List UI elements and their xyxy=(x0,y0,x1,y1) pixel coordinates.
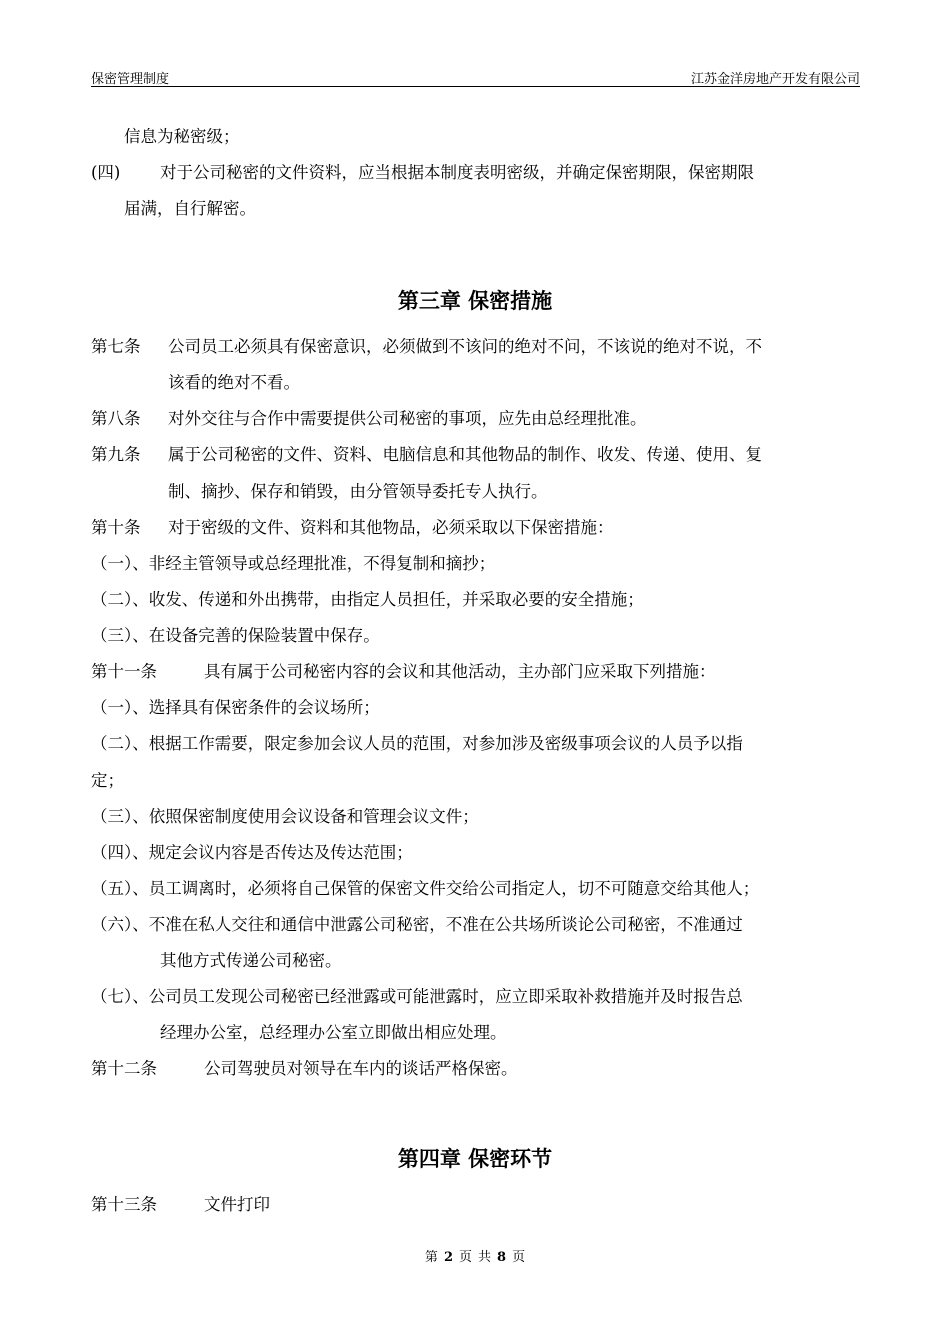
article-text: 公司驾驶员对领导在车内的谈话严格保密。 xyxy=(204,1059,518,1078)
list-item: （三）、在设备完善的保险装置中保存。 xyxy=(91,626,380,645)
article-text: 对外交往与合作中需要提供公司秘密的事项，应先由总经理批准。 xyxy=(168,409,647,428)
list-item: （六）、不准在私人交往和通信中泄露公司秘密，不准在公共场所谈论公司秘密，不准通过 xyxy=(91,915,743,934)
list-item: 定； xyxy=(91,771,124,790)
article-label: 第十一条 xyxy=(91,662,157,681)
footer-total-pages: 8 xyxy=(497,1250,507,1265)
list-item: （三）、依照保密制度使用会议设备和管理会议文件； xyxy=(91,807,479,826)
footer-suffix: 页 xyxy=(512,1250,526,1265)
list-item: （四）、规定会议内容是否传达及传达范围； xyxy=(91,843,413,862)
article-label: 第十三条 xyxy=(91,1195,157,1214)
list-item: （五）、员工调离时，必须将自己保管的保密文件交给公司指定人，切不可随意交给其他人； xyxy=(91,879,760,898)
chapter-heading: 第三章 保密措施 xyxy=(397,289,553,313)
list-item: 其他方式传递公司秘密。 xyxy=(160,951,342,970)
footer-page-number: 2 xyxy=(443,1250,453,1265)
list-item: （七）、公司员工发现公司秘密已经泄露或可能泄露时，应立即采取补救措施并及时报告总 xyxy=(91,987,743,1006)
article-text: 该看的绝对不看。 xyxy=(168,373,300,392)
list-item: （二）、根据工作需要，限定参加会议人员的范围，对参加涉及密级事项会议的人员予以指 xyxy=(91,734,743,753)
article-label: 第九条 xyxy=(91,445,141,464)
article-text: 公司员工必须具有保密意识，必须做到不该问的绝对不问，不该说的绝对不说，不 xyxy=(168,337,762,356)
list-item: （一）、选择具有保密条件的会议场所； xyxy=(91,698,380,717)
article-text: 文件打印 xyxy=(204,1195,270,1214)
article-label: 第七条 xyxy=(91,337,141,356)
article-text: 属于公司秘密的文件、资料、电脑信息和其他物品的制作、收发、传递、使用、复 xyxy=(168,445,762,464)
article-label: 第十条 xyxy=(91,518,141,537)
header-doc-title: 保密管理制度 xyxy=(91,72,170,87)
page-header xyxy=(91,68,860,87)
article-label: 第八条 xyxy=(91,409,141,428)
list-item: （一）、非经主管领导或总经理批准，不得复制和摘抄； xyxy=(91,554,496,573)
paragraph-line: 信息为秘密级； xyxy=(124,127,240,146)
paragraph-line: 对于公司秘密的文件资料，应当根据本制度表明密级，并确定保密期限，保密期限 xyxy=(160,163,754,182)
article-text: 具有属于公司秘密内容的会议和其他活动，主办部门应采取下列措施： xyxy=(204,662,716,681)
list-item: 经理办公室，总经理办公室立即做出相应处理。 xyxy=(160,1023,507,1042)
paragraph-line: 届满，自行解密。 xyxy=(124,199,256,218)
chapter-heading: 第四章 保密环节 xyxy=(397,1147,553,1171)
item-label: (四) xyxy=(91,163,121,182)
page-footer xyxy=(0,1246,950,1265)
header-company: 江苏金洋房地产开发有限公司 xyxy=(690,72,860,87)
footer-page-word: 页 xyxy=(458,1250,472,1265)
article-text: 对于密级的文件、资料和其他物品，必须采取以下保密措施： xyxy=(168,518,614,537)
article-text: 制、摘抄、保存和销毁，由分管领导委托专人执行。 xyxy=(168,482,548,501)
list-item: （二）、收发、传递和外出携带，由指定人员担任，并采取必要的安全措施； xyxy=(91,590,644,609)
footer-prefix: 第 xyxy=(424,1250,438,1265)
footer-total-word: 共 xyxy=(478,1250,492,1265)
article-label: 第十二条 xyxy=(91,1059,157,1078)
